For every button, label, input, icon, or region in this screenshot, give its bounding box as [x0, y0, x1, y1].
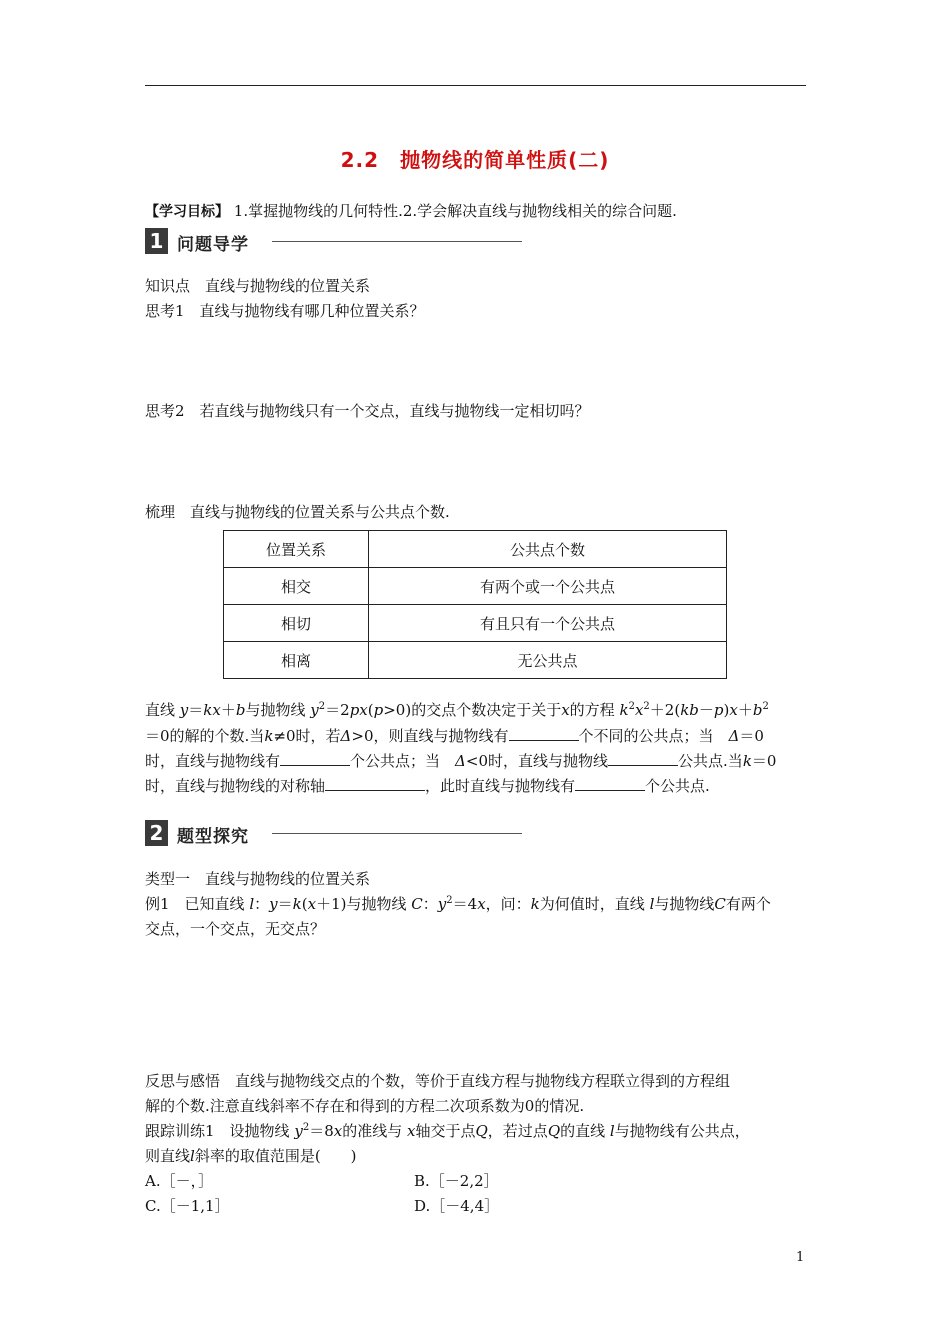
text-run: ，若过点	[487, 1122, 548, 1140]
table-header-cell: 公共点个数	[369, 531, 727, 568]
math-quadratic: k	[619, 701, 629, 719]
exercise-1-line-2: 则直线l斜率的取值范围是( )	[145, 1147, 357, 1165]
paragraph-line-1: 直线 y＝kx＋b与抛物线 $y^2=2px(p>0)$的交点个数决定于关于x的方程 $k^2x^2+2(kb-p)x+b^2$	[145, 701, 769, 719]
learning-objectives	[145, 201, 677, 222]
section-title: 题型探究	[177, 827, 249, 847]
objectives-label: 【学习目标】	[145, 204, 229, 220]
option-a[interactable]: A.［－，］	[145, 1172, 214, 1190]
text-run: 的直线	[560, 1122, 606, 1140]
fill-blank[interactable]	[325, 775, 425, 791]
text-run: 与抛物线有公共点，	[614, 1122, 750, 1140]
type-heading: 类型一 直线与抛物线的位置关系	[145, 870, 371, 888]
relation-table	[223, 530, 727, 679]
text-run: 的交点个数决定于关于	[411, 701, 562, 719]
think-question-1: 思考1 直线与抛物线有哪几种位置关系？	[145, 302, 425, 320]
table-header-cell: 位置关系	[224, 531, 369, 568]
example-1-line-2: 交点，一个交点，无交点？	[145, 920, 326, 938]
option-b[interactable]: B.［－2,2］	[414, 1172, 499, 1190]
paragraph-line-4	[145, 775, 710, 796]
text-run: 个不同的公共点；当	[578, 727, 714, 745]
reflection-line-1: 反思与感悟 直线与抛物线交点的个数，等价于直线方程与抛物线方程联立得到的方程组	[145, 1072, 731, 1090]
table-cell: 相离	[224, 642, 369, 679]
paragraph-line-3: 时，直线与抛物线有 个公共点；当 Δ<0时，直线与抛物线 公共点.当k＝0	[145, 752, 777, 770]
section-rule	[272, 833, 522, 834]
text-run: 公共点.当	[678, 752, 743, 770]
text-run: 有两个	[725, 895, 771, 913]
section-number-badge: 1	[145, 228, 168, 254]
table-row	[224, 568, 727, 605]
table-cell: 相切	[224, 605, 369, 642]
text-run: 斜率的取值范围是( )	[194, 1147, 357, 1165]
section-title: 问题导学	[177, 235, 249, 255]
reflection-line-2: 解的个数.注意直线斜率不存在和得到的方程二次项系数为0的情况.	[145, 1097, 585, 1115]
math-parabola-equation: y	[310, 701, 319, 719]
text-run: 时，直线与抛物线有	[145, 752, 281, 770]
page-number: 1	[796, 1250, 805, 1265]
table-cell: 无公共点	[369, 642, 727, 679]
text-run: 跟踪训练1 设抛物线	[145, 1122, 290, 1140]
text-run: 的方程	[569, 701, 615, 719]
knowledge-point: 知识点 直线与抛物线的位置关系	[145, 277, 371, 295]
text-run: ，此时直线与抛物线有	[425, 777, 576, 795]
option-c[interactable]: C.［－1,1］	[145, 1197, 230, 1215]
text-run: 与抛物线	[654, 895, 715, 913]
text-run: 时，直线与抛物线的对称轴	[145, 777, 326, 795]
text-run: 个公共点；当	[350, 752, 441, 770]
objectives-text: 1.掌握抛物线的几何特性.2.学会解决直线与抛物线相关的综合问题.	[233, 202, 677, 220]
table-cell: 相交	[224, 568, 369, 605]
fill-blank[interactable]	[575, 775, 645, 791]
text-run: 时，若	[295, 727, 341, 745]
text-run: 直线	[145, 701, 176, 719]
text-run: 则直线	[145, 1147, 191, 1165]
text-run: 的准线与	[342, 1122, 403, 1140]
fill-blank[interactable]	[608, 750, 678, 766]
text-run: ，则直线与抛物线有	[373, 727, 509, 745]
text-run: 与抛物线	[346, 895, 407, 913]
fill-blank[interactable]	[509, 725, 579, 741]
text-run: ，问：	[485, 895, 531, 913]
text-run: 与抛物线	[245, 701, 306, 719]
math-line-equation: y	[179, 701, 189, 719]
page-title: 2.2 抛物线的简单性质(二)	[340, 148, 610, 172]
text-run: 例1 已知直线	[145, 895, 245, 913]
think-question-2: 思考2 若直线与抛物线只有一个交点，直线与抛物线一定相切吗？	[145, 402, 590, 420]
table-cell: 有两个或一个公共点	[369, 568, 727, 605]
table-header-row	[224, 531, 727, 568]
table-row	[224, 605, 727, 642]
text-run: 时，直线与抛物线	[488, 752, 609, 770]
text-run: 个公共点.	[645, 777, 710, 795]
table-row	[224, 642, 727, 679]
fill-blank[interactable]	[280, 750, 350, 766]
table-cell: 有且只有一个公共点	[369, 605, 727, 642]
text-run: ＝0的解的个数.当	[145, 727, 265, 745]
summary-heading: 梳理 直线与抛物线的位置关系与公共点个数.	[145, 503, 450, 521]
exercise-1-line-1: 跟踪训练1 设抛物线 $y^2=8x$的准线与 x轴交于点Q，若过点Q的直线 l与抛物线有公共点，	[145, 1122, 750, 1140]
text-run: 轴交于点	[415, 1122, 476, 1140]
text-run: 为何值时，直线	[539, 895, 645, 913]
section-number-badge: 2	[145, 820, 168, 846]
option-d[interactable]: D.［－4,4］	[414, 1197, 500, 1215]
paragraph-line-2: ＝0的解的个数.当k≠0时，若Δ>0，则直线与抛物线有 个不同的公共点；当 Δ＝0	[145, 727, 764, 745]
section-banner-2	[145, 820, 525, 846]
section-rule	[272, 241, 522, 242]
section-banner-1	[145, 228, 525, 254]
example-1-line-1: 例1 已知直线 l：y＝k(x＋1)与抛物线 C：$y^2=4x$，问：k为何值时，直线 l与抛物线C有两个	[145, 895, 771, 913]
header-rule	[145, 85, 806, 86]
